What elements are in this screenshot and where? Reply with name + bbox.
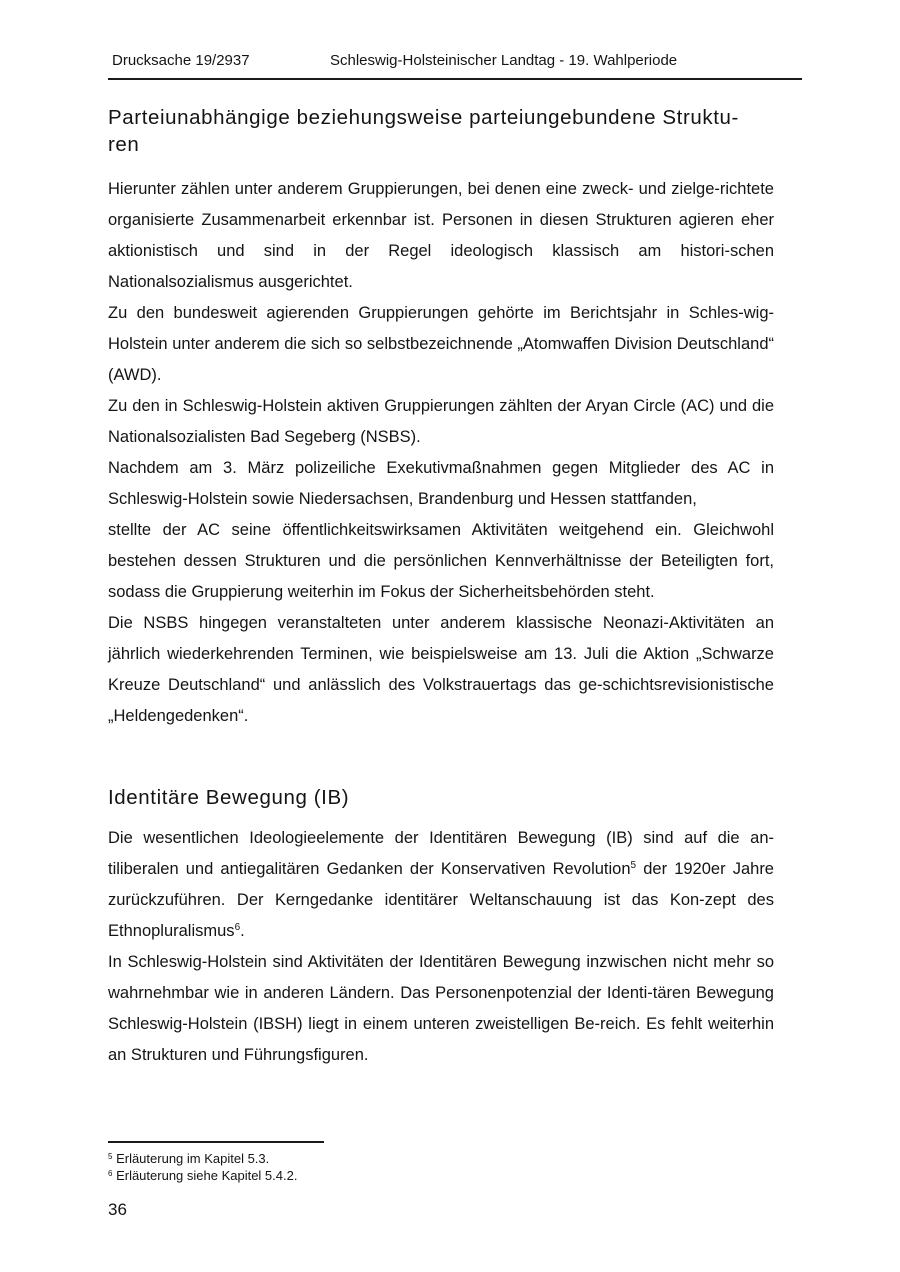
footnotes xyxy=(108,1150,297,1184)
paragraph: Hierunter zählen unter anderem Gruppierungen, bei denen eine zweck- und zielge-richtete organisierte Zusammenarbeit erkennbar ist. Personen in diesen Strukturen agieren eher aktionistisch und sind in der Regel ideologisch klassisch am histori-schen Nationalsozialismus ausgerichtet. xyxy=(108,180,774,291)
paragraph: Zu den in Schleswig-Holstein aktiven Gruppierungen zählten der Aryan Circle (AC) und die Nationalsozialisten Bad Segeberg (NSBS). xyxy=(108,397,774,446)
footnote-ref[interactable]: 6 xyxy=(234,922,241,933)
heading-line-1: Parteiunabhängige beziehungsweise parteiungebundene Struktu- xyxy=(108,106,739,129)
section-heading xyxy=(108,104,774,158)
section-body xyxy=(108,823,774,1071)
footnote-divider xyxy=(108,1141,324,1143)
section-independent-structures xyxy=(108,104,774,732)
main-content xyxy=(108,104,774,1071)
footnote-ref[interactable]: 5 xyxy=(630,860,637,871)
paragraph: Die NSBS hingegen veranstalteten unter anderem klassische Neonazi-Aktivitäten an jährlich wiederkehrenden Terminen, wie beispielsweise am 13. Juli die Aktion „Schwarze Kreuze Deutschland“ und anlässlich des Volkstrauertags das ge-schichtsrevisionistische „Heldengedenken“. xyxy=(108,614,774,725)
footnote: $^6$ Erläuterung siehe Kapitel 5.4.2. xyxy=(108,1168,298,1183)
page-number: 36 xyxy=(108,1200,127,1219)
section-identitarian-movement xyxy=(108,784,774,1071)
section-heading: Identitäre Bewegung (IB) xyxy=(108,786,350,809)
section-body xyxy=(108,174,774,732)
paragraph: stellte der AC seine öffentlichkeitswirksamen Aktivitäten weitgehend ein. Gleichwohl bestehen dessen Strukturen und die persönlichen Kennverhältnisse der Beteiligten fort, sodass die Gruppierung weiterhin im Fokus der Sicherheitsbehörden steht. xyxy=(108,521,774,601)
paragraph: Nachdem am 3. März polizeiliche Exekutivmaßnahmen gegen Mitglieder des AC in Schleswig-Holstein sowie Niedersachsen, Brandenburg und Hessen stattfanden, xyxy=(108,459,774,508)
paragraph: In Schleswig-Holstein sind Aktivitäten der Identitären Bewegung inzwischen nicht mehr so wahrnehmbar wie in anderen Ländern. Das Personenpotenzial der Identi-tären Bewegung Schleswig-Holstein (IBSH) liegt in einem unteren zweistelligen Be-reich. Es fehlt weiterhin an Strukturen und Führungsfiguren. xyxy=(108,953,774,1064)
footnote-marker: 5 xyxy=(108,1152,113,1161)
document-number: Drucksache 19/2937 xyxy=(112,52,250,69)
paragraph: Die wesentlichen Ideologieelemente der Identitären Bewegung (IB) sind auf die an-tiliberalen und antiegalitären Gedanken der Konservativen Revolution$^5$ der 1920er Jahre zurückzuführen. Der Kerngedanke identitärer Weltanschauung ist das Kon-zept des Ethnopluralismus$^6$. xyxy=(108,829,774,940)
page-header xyxy=(108,50,802,80)
footnote: $^5$ Erläuterung im Kapitel 5.3. xyxy=(108,1151,270,1166)
header-title: Schleswig-Holsteinischer Landtag - 19. Wahlperiode xyxy=(330,52,678,69)
paragraph: Zu den bundesweit agierenden Gruppierungen gehörte im Berichtsjahr in Schles-wig-Holstein unter anderem die sich so selbstbezeichnende „Atomwaffen Division Deutschland“ (AWD). xyxy=(108,304,774,384)
footnote-marker: 6 xyxy=(108,1169,113,1178)
heading-line-2: ren xyxy=(108,133,140,156)
